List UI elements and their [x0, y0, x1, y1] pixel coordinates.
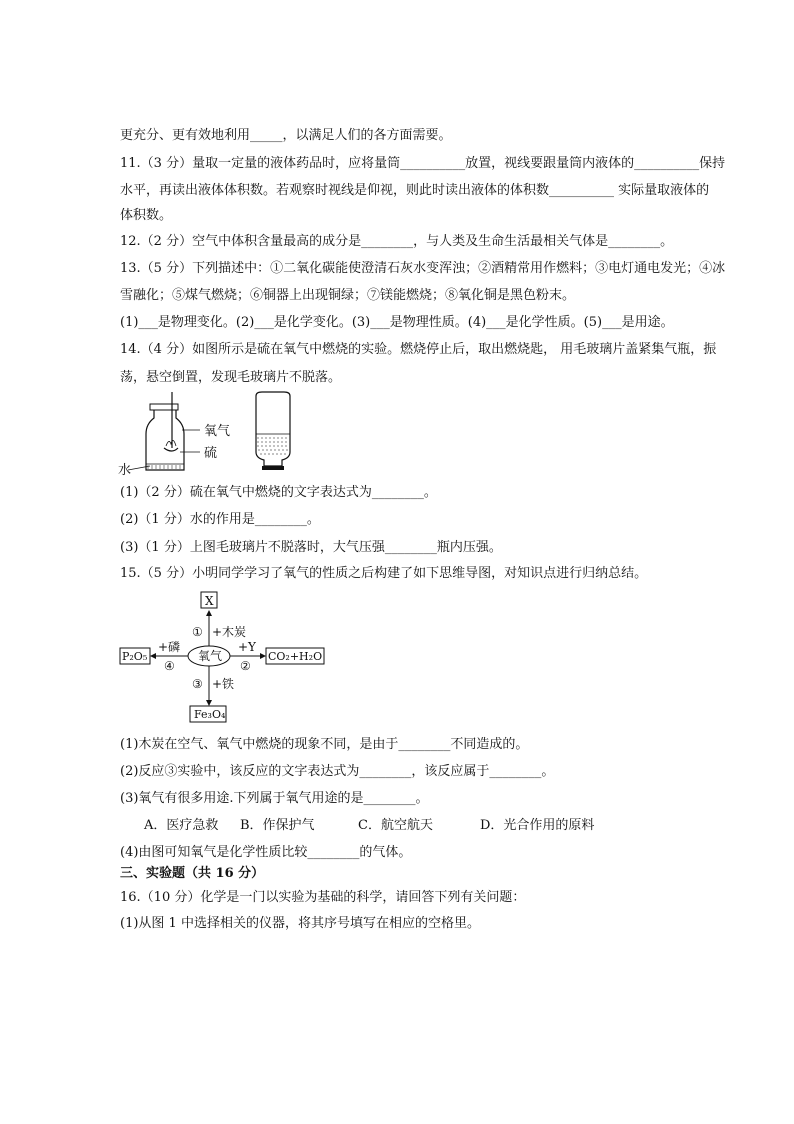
water-label: 水 — [118, 463, 132, 478]
product-co2-h2o: CO₂+H₂O — [268, 650, 323, 663]
sulfur-label: 硫 — [204, 446, 218, 461]
combustion-spoon — [164, 448, 178, 451]
inverted-jar — [256, 392, 290, 466]
oxygen-mind-map — [118, 590, 338, 724]
question-13: 13.（5 分）下列描述中：①二氧化碳能使澄清石灰水变浑浊；②酒精常用作燃料；③电灯通电发光；④冰 — [120, 261, 726, 276]
glass-plate — [262, 466, 284, 470]
text-line: 雪融化；⑤煤气燃烧；⑥铜器上出现铜绿；⑦镁能燃烧；⑧氧化铜是黑色粉末。 — [120, 288, 576, 303]
question-11: 11.（3 分）量取一定量的液体药品时，应将量筒__________放置，视线要跟量筒内液体的__________保持 — [120, 156, 726, 171]
text-line: (3)氧气有很多用途.下列属于氧气用途的是________。 — [120, 791, 429, 806]
text-line: 体积数。 — [120, 208, 173, 223]
text-line: 水平，再读出液体体积数。若观察时视线是仰视，则此时读出液体的体积数__________ 实际量取液体的 — [120, 183, 710, 198]
iron-label: +铁 — [212, 677, 235, 691]
stopper — [150, 404, 178, 410]
question-15: 15.（5 分）小明同学学习了氧气的性质之后构建了如下思维导图，对知识点进行归纳总结。 — [120, 566, 648, 581]
question-14: 14.（4 分）如图所示是硫在氧气中燃烧的实验。燃烧停止后，取出燃烧匙， 用毛玻璃片盖紧集气瓶，振 — [120, 342, 717, 357]
center-label: 氧气 — [198, 649, 223, 663]
text-line: (1)___是物理变化。(2)___是化学变化。(3)___是物理性质。(4)___是化学性质。(5)___是用途。 — [120, 315, 674, 330]
text-line: (3)（1 分）上图毛玻璃片不脱落时，大气压强________瓶内压强。 — [120, 540, 502, 555]
reaction-1: ① — [192, 625, 203, 639]
text-line: (1)木炭在空气、氧气中燃烧的现象不同，是由于________不同造成的。 — [120, 737, 529, 752]
product-x: X — [205, 594, 214, 608]
sulfur-combustion-figure — [116, 390, 306, 480]
option-c: C．航空航天 — [358, 818, 433, 833]
section-heading: 三、实验题（共 16 分） — [120, 866, 265, 881]
reaction-2: ② — [240, 659, 251, 673]
text-line: (2)（1 分）水的作用是________。 — [120, 512, 320, 527]
product-p2o5: P₂O₅ — [122, 650, 148, 663]
question-16: 16.（10 分）化学是一门以实验为基础的科学，请回答下列有关问题： — [120, 890, 526, 905]
flame — [166, 440, 176, 446]
text-line: 更充分、更有效地利用_____，以满足人们的各方面需要。 — [120, 128, 452, 143]
text-line: 荡，悬空倒置，发现毛玻璃片不脱落。 — [120, 370, 342, 385]
text-line: (2)反应③实验中，该反应的文字表达式为________，该反应属于________。 — [120, 764, 555, 779]
question-12: 12.（2 分）空气中体积含量最高的成分是________，与人类及生命生活最相关气体是________。 — [120, 234, 674, 249]
text-line: (4)由图可知氧气是化学性质比较________的气体。 — [120, 845, 412, 860]
phosphorus-label: +磷 — [158, 640, 181, 654]
reaction-4: ④ — [164, 659, 175, 673]
option-d: D．光合作用的原料 — [480, 818, 595, 833]
gas-jar — [146, 410, 184, 470]
reaction-3: ③ — [192, 677, 203, 691]
text-line: (1)（2 分）硫在氧气中燃烧的文字表达式为________。 — [120, 485, 437, 500]
product-fe3o4: Fe₃O₄ — [194, 708, 226, 721]
carbon-label: +木炭 — [212, 625, 247, 639]
oxygen-label: 氧气 — [204, 424, 231, 439]
y-label: +Y — [238, 640, 256, 654]
text-line: (1)从图 1 中选择相关的仪器，将其序号填写在相应的空格里。 — [120, 916, 480, 931]
option-b: B．作保护气 — [240, 818, 315, 833]
option-a: A．医疗急救 — [144, 818, 219, 833]
